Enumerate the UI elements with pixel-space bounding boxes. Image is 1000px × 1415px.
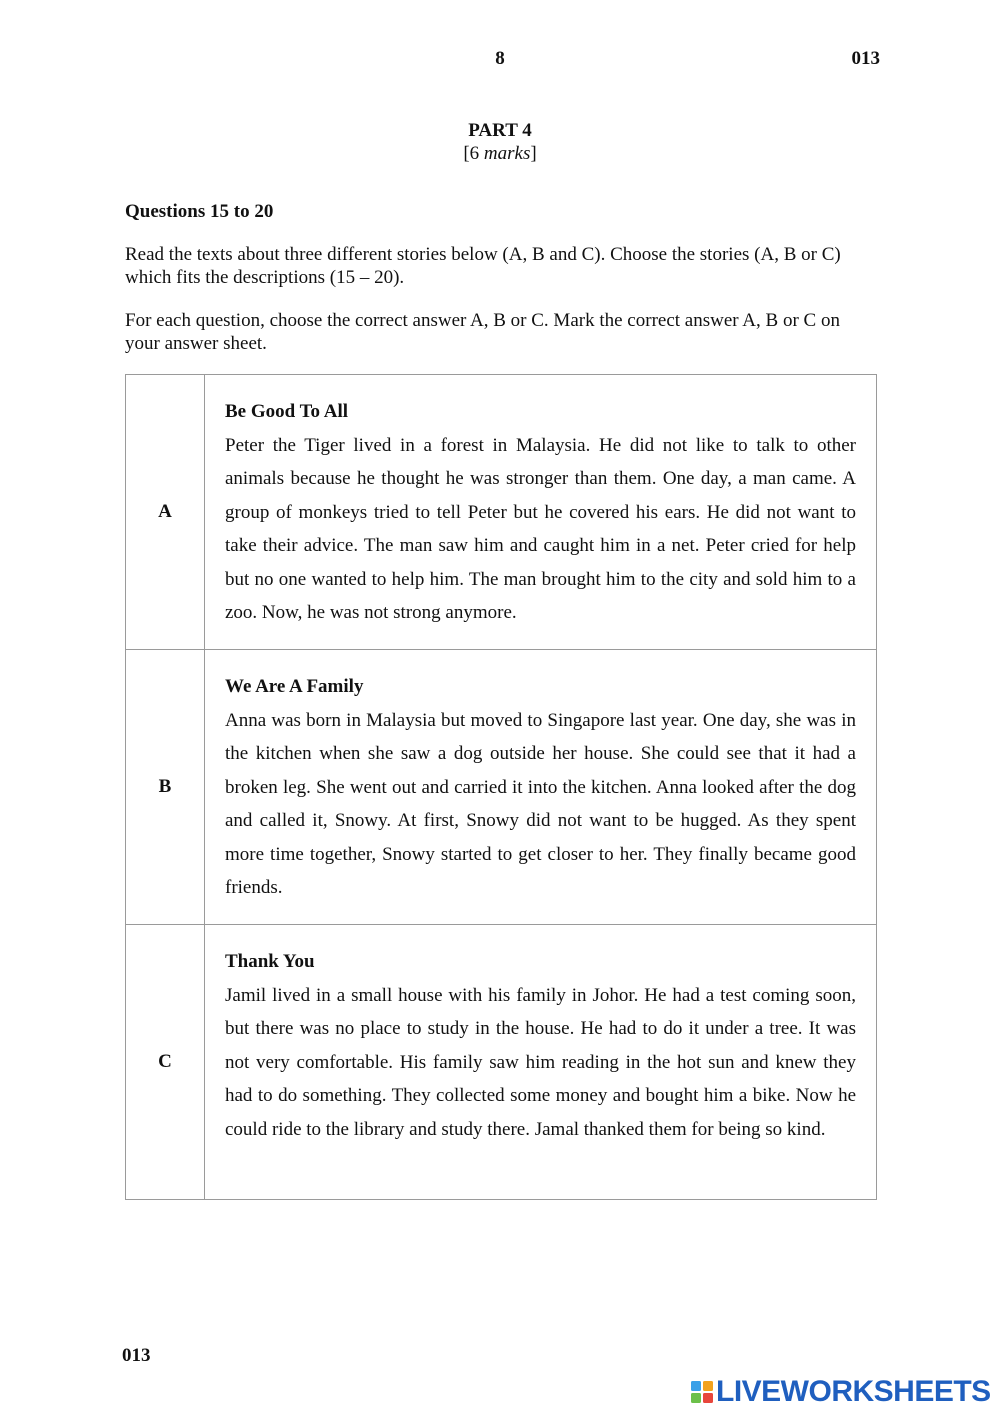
story-row-a — [126, 375, 877, 650]
story-title-c: Thank You — [225, 951, 315, 972]
marks-close: ] — [530, 143, 537, 164]
story-content-c — [205, 925, 877, 1200]
story-label-b: B — [126, 650, 205, 925]
story-text-a: Peter the Tiger lived in a forest in Malaysia. He did not like to talk to other animals because he thought he was stronger than them. One day, a man came. A group of monkeys tried to tell Peter but he covered his ears. He did not want to take their advice. The man saw him and caught him in a net. Peter cried for help but no one wanted to help him. The man brought him to the city and sold him to a zoo. Now, he was not strong anymore. — [225, 434, 856, 623]
watermark-text: LIVEWORKSHEETS — [716, 1375, 991, 1408]
questions-heading: Questions 15 to 20 — [125, 201, 274, 222]
liveworksheets-logo-icon — [690, 1380, 714, 1404]
story-text-b: Anna was born in Malaysia but moved to Singapore last year. One day, she was in the kitchen when she saw a dog outside her house. She could see that it had a broken leg. She went out and carried it into the kitchen. Anna looked after the dog and called it, Snowy. At first, Snowy did not want to be hugged. As they spent more time together, Snowy started to get closer to her. They finally became good friends. — [225, 709, 856, 898]
page-number: 8 — [495, 48, 505, 69]
marks-word: marks — [483, 143, 531, 164]
story-label-a: A — [126, 375, 205, 650]
paper-code-footer: 013 — [122, 1345, 151, 1366]
story-content-a — [205, 375, 877, 650]
liveworksheets-watermark — [690, 1374, 991, 1410]
story-row-c — [126, 925, 877, 1200]
story-title-b: We Are A Family — [225, 676, 364, 697]
story-title-a: Be Good To All — [225, 401, 349, 422]
instruction-mark-answer: For each question, choose the correct answer A, B or C. Mark the correct answer A, B or C on your answer sheet. — [125, 310, 840, 354]
story-text-c: Jamil lived in a small house with his family in Johor. He had a test coming soon, but there was no place to study in the house. He had to do it under a tree. It was not very comfortable. His family saw him reading in the hot sun and knew they had to do something. They collected some money and bought him a bike. Now he could ride to the library and study there. Jamal thanked them for being so kind. — [225, 984, 856, 1140]
story-label-c: C — [126, 925, 205, 1200]
paper-code-header: 013 — [851, 48, 880, 69]
instruction-read-texts: Read the texts about three different stories below (A, B and C). Choose the stories (A, B or C) which fits the descriptions (15 – 20). — [125, 244, 841, 288]
story-content-b — [205, 650, 877, 925]
stories-table — [125, 374, 877, 1200]
part-heading: PART 4 — [468, 120, 532, 141]
marks-open: [6 — [463, 143, 484, 164]
part-marks — [0, 143, 1000, 165]
story-row-b — [126, 650, 877, 925]
